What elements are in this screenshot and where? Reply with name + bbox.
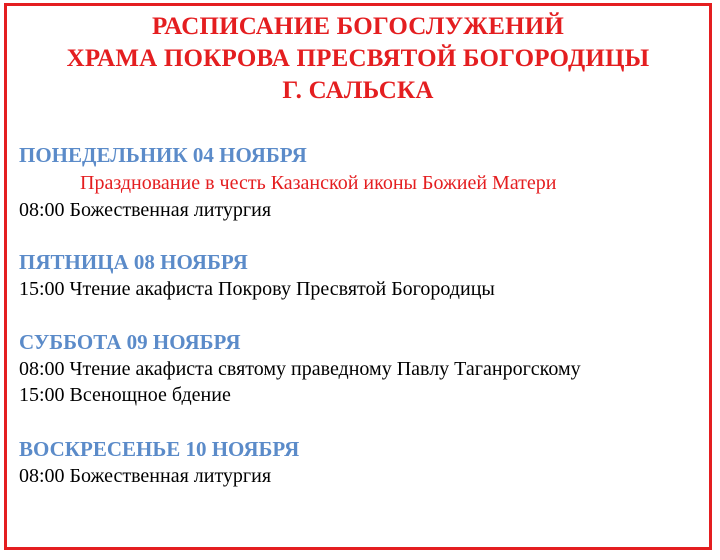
page-title-line-3: Г. САЛЬСКА [282, 77, 434, 104]
feast-note-monday: Празднование в честь Казанской иконы Божией Матери [80, 172, 557, 194]
service-item: 15:00 Всенощное бдение [19, 384, 231, 406]
service-item: 08:00 Божественная литургия [19, 199, 272, 221]
day-heading-friday: ПЯТНИЦА 08 НОЯБРЯ [19, 250, 248, 274]
day-heading-sunday: ВОСКРЕСЕНЬЕ 10 НОЯБРЯ [19, 437, 300, 461]
page-title-line-2: ХРАМА ПОКРОВА ПРЕСВЯТОЙ БОГОРОДИЦЫ [66, 45, 650, 72]
service-item: 08:00 Божественная литургия [19, 465, 272, 487]
service-item: 15:00 Чтение акафиста Покрову Пресвятой Богородицы [19, 278, 495, 300]
day-heading-saturday: СУББОТА 09 НОЯБРЯ [19, 330, 241, 354]
service-item: 08:00 Чтение акафиста святому праведному Павлу Таганрогскому [19, 358, 581, 380]
day-heading-monday: ПОНЕДЕЛЬНИК 04 НОЯБРЯ [19, 143, 307, 167]
page-title-line-1: РАСПИСАНИЕ БОГОСЛУЖЕНИЙ [151, 13, 565, 40]
